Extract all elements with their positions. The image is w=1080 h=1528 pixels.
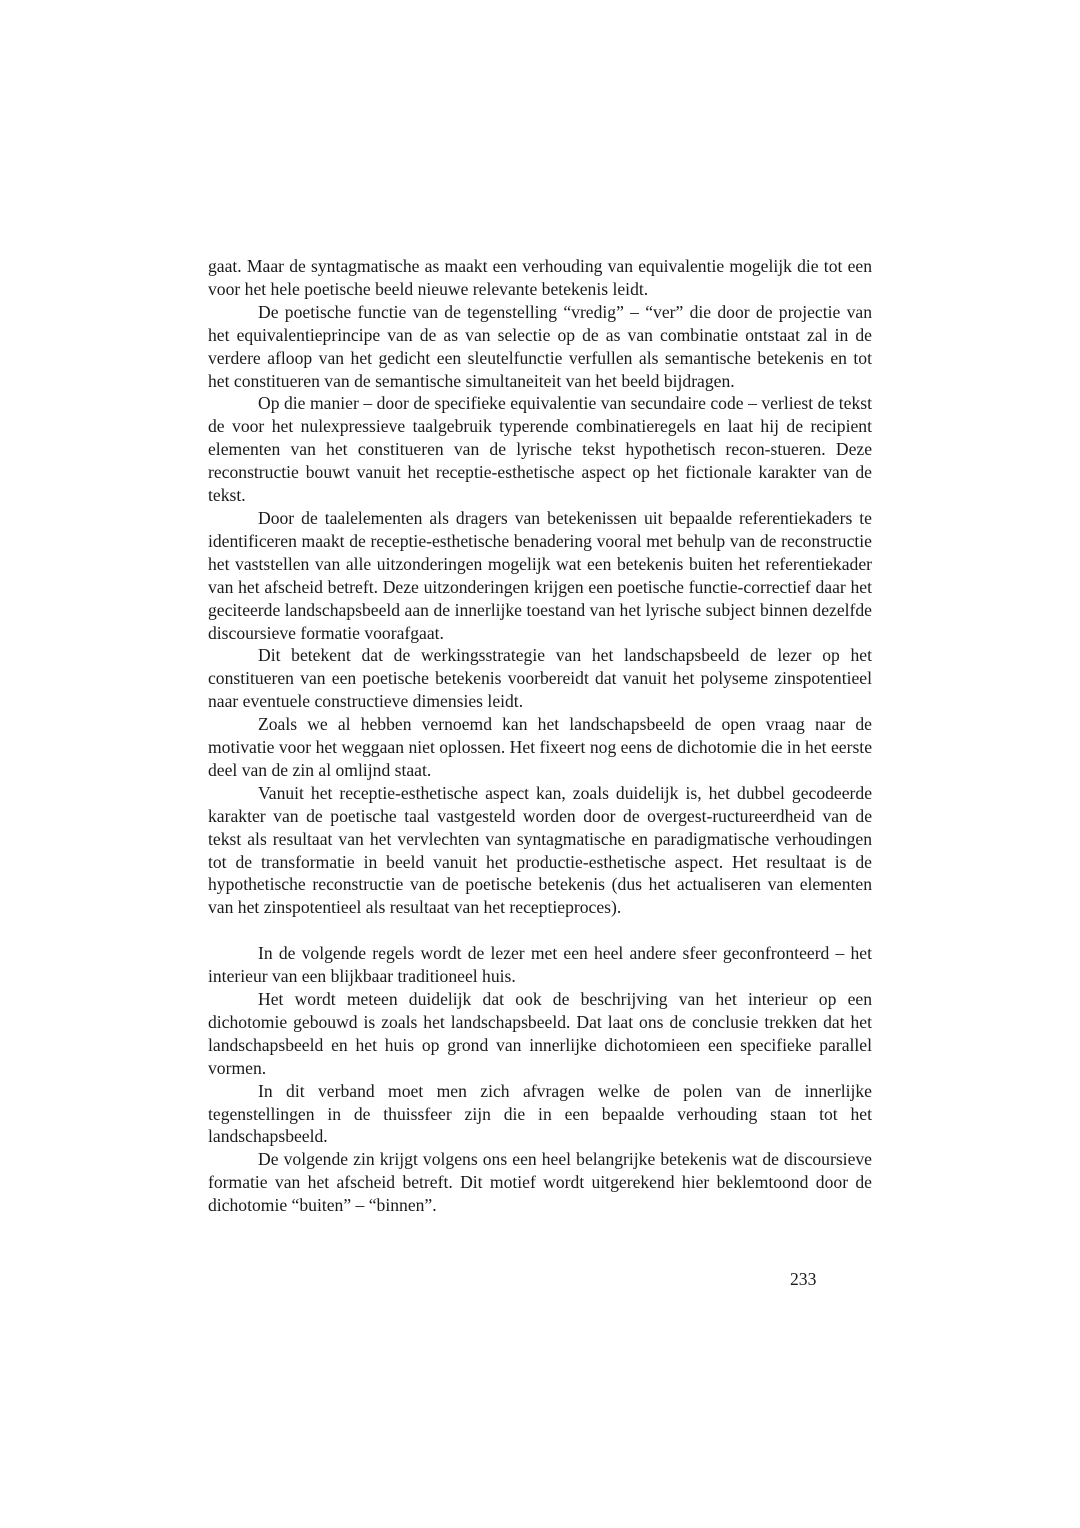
page-number: 233 — [790, 1269, 817, 1289]
paragraph-continuation: gaat. Maar de syntagmatische as maakt een verhouding van equivalentie mogelijk die tot een voor het hele poetische beeld nieuwe relevante betekenis leidt. — [208, 256, 872, 299]
paragraph-reception-aspect: Vanuit het receptie-esthetische aspect kan, zoals duidelijk is, het dubbel gecodeerde karakter van de poetische taal vastgesteld worden door de overgest-ructureerdheid van de tekst als resultaat van het vervlechten van syntagmatische en paradigmatische verhoudingen tot de transformatie in beeld vanuit het productie-esthetische aspect. Het resultaat is de hypothetische reconstructie van de poetische betekenis (dus het actualiseren van elementen van het zinspotentieel als resultaat van het receptieproces). — [208, 782, 872, 918]
paragraph-poetic-function: De poetische functie van de tegenstelling “vredig” – “ver” die door de projectie van het equivalentieprincipe van de as van selectie op de as van combinatie ontstaat zal in de verdere afloop van het gedicht een sleutelfunctie verfullen als semantische betekenis en tot het constitueren van de semantische simultaneiteit van het beeld bijdragen. — [208, 301, 872, 391]
paragraph-open-question: Zoals we al hebben vernoemd kan het landschapsbeeld de open vraag naar de motivatie voor het weggaan niet oplossen. Het fixeert nog eens de dichotomie die in het eerste deel van de zin al omlijnd staat. — [208, 714, 872, 780]
paragraph-discoursive-formation: De volgende zin krijgt volgens ons een heel belangrijke betekenis wat de discoursieve formatie van het afscheid betreft. Dit motief wordt uitgerekend hier beklemtoond door de dichotomie “buiten” – “binnen”. — [208, 1149, 872, 1216]
body-text — [208, 255, 872, 1217]
paragraph-poles: In dit verband moet men zich afvragen welke de polen van de innerlijke tegenstellingen in de thuissfeer zijn die in een bepaalde verhouding staan tot het landschapsbeeld. — [208, 1080, 872, 1147]
paragraph-interior: In de volgende regels wordt de lezer met een heel andere sfeer geconfronteerd – het interieur van een blijkbaar traditioneel huis. — [208, 943, 872, 987]
paragraph-dichotomy: Het wordt meteen duidelijk dat ook de beschrijving van het interieur op een dichotomie gebouwd is zoals het landschapsbeeld. Dat laat ons de conclusie trekken dat het landschapsbeeld en het huis op grond van innerlijke dichotomieen een specifieke parallel vormen. — [208, 988, 872, 1078]
paragraph-reference-frames: Door de taalelementen als dragers van betekenissen uit bepaalde referentiekaders te identificeren maakt de receptie-esthetische benadering vooral met behulp van de reconstructie het vaststellen van alle uitzonderingen mogelijk wat een betekenis buiten het referentiekader van het afscheid betreft. Deze uitzonderingen krijgen een poetische functie-correctief daar het geciteerde landschapsbeeld aan de innerlijke toestand van het lyrische subject binnen dezelfde discoursieve formatie voorafgaat. — [208, 507, 872, 643]
paragraph-working-strategy: Dit betekent dat de werkingsstrategie van het landschapsbeeld de lezer op het constitueren van een poetische betekenis voorbereidt dat vanuit het polyseme zinspotentieel naar eventuele constructieve dimensies leidt. — [208, 645, 872, 712]
paragraph-gap — [208, 919, 872, 942]
paragraph-secondary-code: Op die manier – door de specifieke equivalentie van secundaire code – verliest de tekst de voor het nulexpressieve taalgebruik typerende combinatieregels en laat hij de recipient elementen van het constitueren van de lyrische tekst hypothetisch recon-stueren. Deze reconstructie bouwt vanuit het receptie-esthetische aspect op het fictionale karakter van de tekst. — [208, 393, 872, 506]
